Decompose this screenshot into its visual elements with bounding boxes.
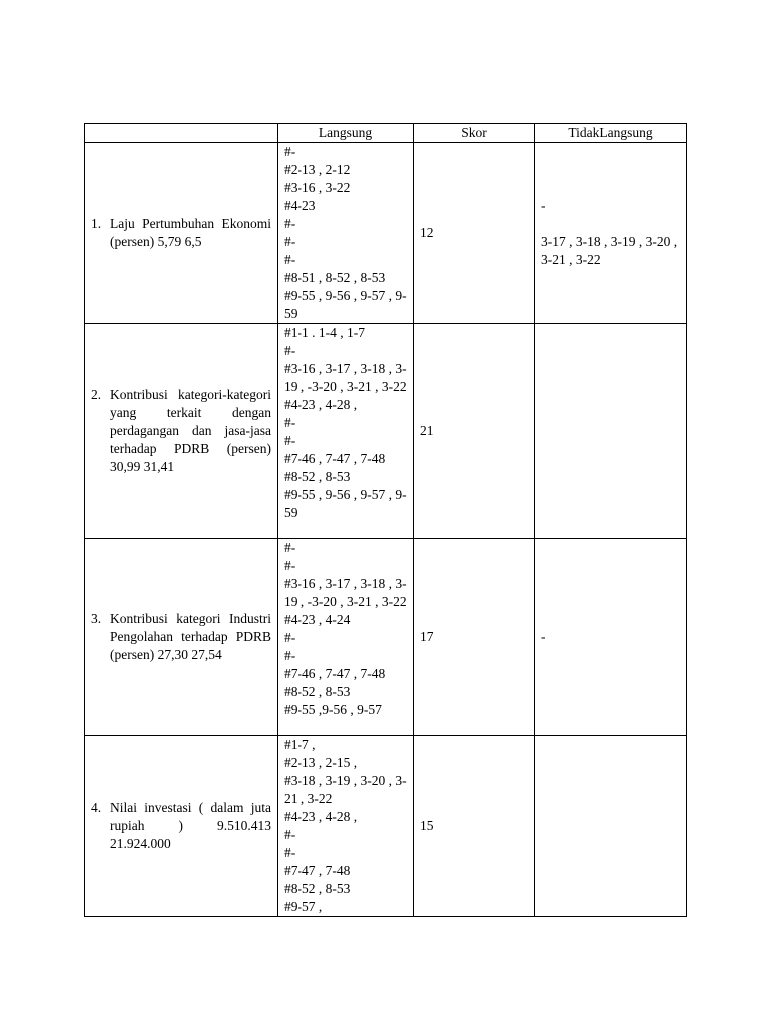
table-row: [85, 324, 687, 539]
indicator-cell: [85, 324, 278, 539]
code-line: #3-16 , 3-17 , 3-18 , 3-19 , -3-20 , 3-21 , 3-22: [284, 361, 407, 394]
row-number: 1.: [91, 216, 102, 231]
table-row: [85, 539, 687, 736]
table-header-row: [85, 124, 687, 143]
tidak-langsung-cell: [535, 143, 687, 324]
code-line: #1-1 . 1-4 , 1-7: [284, 325, 365, 340]
code-line: #3-18 , 3-19 , 3-20 , 3-21 , 3-22: [284, 773, 407, 806]
code-line: #4-23 , 4-24: [284, 612, 351, 627]
langsung-cell: [278, 143, 414, 324]
code-line: #-: [284, 558, 296, 573]
code-line: #-: [284, 252, 296, 267]
langsung-cell: [278, 736, 414, 917]
langsung-cell: [278, 539, 414, 736]
code-line: #3-16 , 3-17 , 3-18 , 3-19 , -3-20 , 3-21 , 3-22: [284, 576, 407, 609]
code-line: #-: [284, 827, 296, 842]
tidak-langsung-codes: 3-17 , 3-18 , 3-19 , 3-20 , 3-21 , 3-22: [541, 234, 678, 267]
header-langsung: Langsung: [278, 124, 414, 143]
code-line: #-: [284, 144, 296, 159]
tidak-langsung-dash: -: [541, 198, 546, 213]
indicator-text: Nilai investasi ( dalam juta rupiah ) 9.510.413 21.924.000: [110, 800, 271, 851]
tidak-langsung-gap: [541, 215, 678, 233]
table-row: [85, 143, 687, 324]
code-line: #7-46 , 7-47 , 7-48: [284, 666, 386, 681]
code-line: #8-52 , 8-53: [284, 469, 351, 484]
indicator-cell: [85, 143, 278, 324]
row-number: 3.: [91, 611, 102, 626]
code-line: #4-23: [284, 198, 316, 213]
indicator-table: [84, 123, 687, 917]
score-cell: 17: [414, 539, 535, 736]
code-line: #8-51 , 8-52 , 8-53: [284, 270, 386, 285]
code-line: #4-23 , 4-28 ,: [284, 809, 358, 824]
code-line: #-: [284, 540, 296, 555]
code-line: #8-52 , 8-53: [284, 684, 351, 699]
code-line: #3-16 , 3-22: [284, 180, 351, 195]
row-number: 4.: [91, 800, 102, 815]
langsung-cell: [278, 324, 414, 539]
code-line: #-: [284, 845, 296, 860]
code-line: #-: [284, 343, 296, 358]
indicator-cell: [85, 539, 278, 736]
code-line: #-: [284, 415, 296, 430]
code-line: #2-13 , 2-12: [284, 162, 351, 177]
indicator-cell: [85, 736, 278, 917]
code-line: #-: [284, 234, 296, 249]
code-line: #8-52 , 8-53: [284, 881, 351, 896]
indicator-text: Laju Pertumbuhan Ekonomi (persen) 5,79 6,5: [110, 216, 271, 249]
score-cell: 21: [414, 324, 535, 539]
code-line: #-: [284, 433, 296, 448]
score-cell: 12: [414, 143, 535, 324]
tidak-langsung-cell: [535, 324, 687, 539]
code-line: #-: [284, 648, 296, 663]
code-line: #7-47 , 7-48: [284, 863, 351, 878]
code-line: #7-46 , 7-47 , 7-48: [284, 451, 386, 466]
table-row: [85, 736, 687, 917]
code-line: #-: [284, 216, 296, 231]
indicator-text: Kontribusi kategori-kategori yang terkait dengan perdagangan dan jasa-jasa terhadap PDRB (persen) 30,99 31,41: [110, 387, 271, 474]
code-line: #1-7 ,: [284, 737, 316, 752]
code-line: #9-57 ,: [284, 899, 323, 914]
row-number: 2.: [91, 387, 102, 402]
code-line: #9-55 , 9-56 , 9-57 , 9-59: [284, 288, 407, 321]
score-cell: 15: [414, 736, 535, 917]
tidak-langsung-cell: [535, 736, 687, 917]
code-line: #2-13 , 2-15 ,: [284, 755, 358, 770]
code-line: #-: [284, 630, 296, 645]
code-line: #9-55 ,9-56 , 9-57: [284, 702, 382, 717]
code-line: #4-23 , 4-28 ,: [284, 397, 358, 412]
header-indicator: [85, 124, 278, 143]
header-tidak-langsung: TidakLangsung: [535, 124, 687, 143]
tidak-langsung-cell: -: [535, 539, 687, 736]
code-line: #9-55 , 9-56 , 9-57 , 9-59: [284, 487, 407, 520]
header-skor: Skor: [414, 124, 535, 143]
indicator-text: Kontribusi kategori Industri Pengolahan terhadap PDRB (persen) 27,30 27,54: [110, 611, 271, 662]
